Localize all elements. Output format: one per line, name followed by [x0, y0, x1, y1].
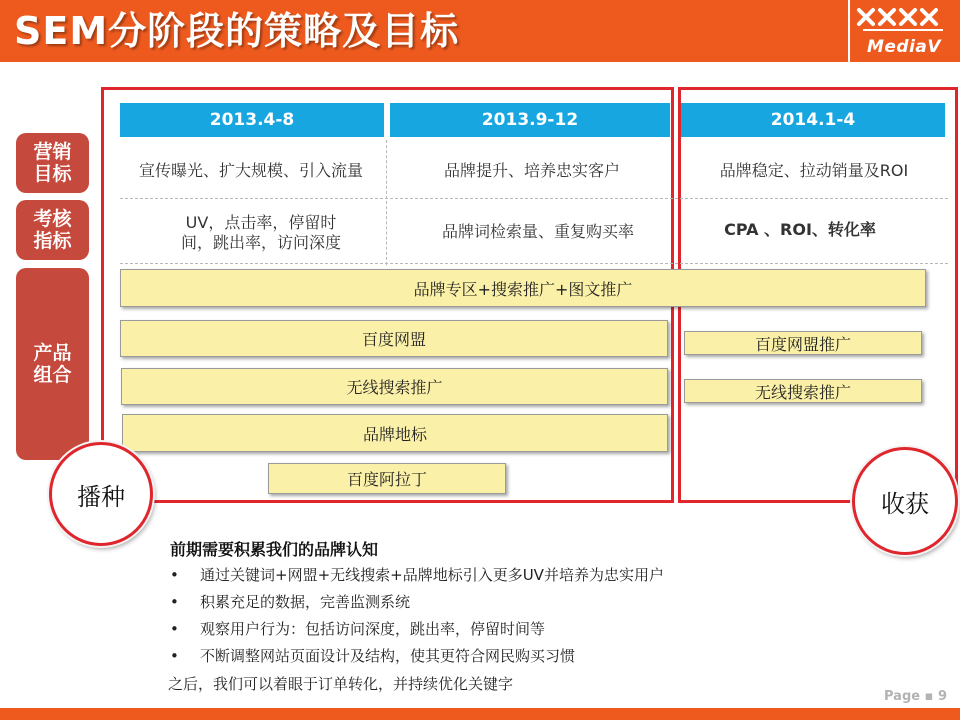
logo-text: MediaV [866, 37, 942, 57]
kpi-2014-1-4: CPA 、ROI、转化率 [724, 220, 876, 239]
page-title: SEM分阶段的策略及目标 [14, 9, 460, 53]
mediav-logo-icon [855, 6, 951, 36]
marketing-goal-2013-9-12: 品牌提升、培养忠实客户 [443, 161, 620, 180]
bullet: • [170, 593, 179, 611]
bullet: • [170, 647, 179, 665]
period-header-2013-9-12: 2013.9-12 [390, 103, 670, 137]
marketing-goal-2013-4-8: 宣传曝光、扩大规模、引入流量 [138, 161, 363, 180]
kpi-2013-4-8: UV，点击率，停留时 间，跳出率，访问深度 [180, 213, 341, 252]
page-number: Page ▪ 9 [884, 689, 947, 704]
product-bar-wireless-search: 无线搜索推广 [121, 368, 668, 405]
product-bar-wireless-search-2014: 无线搜索推广 [684, 379, 922, 403]
bullet: • [170, 620, 179, 638]
period-header-2014-1-4: 2014.1-4 [681, 103, 945, 137]
product-bar-brand-zone-search-image: 品牌专区+搜索推广+图文推广 [120, 269, 926, 307]
row-label-product-mix: 产品 组合 [16, 268, 89, 460]
notes-footer: 之后，我们可以着眼于订单转化，并持续优化关键字 [168, 675, 514, 693]
row-divider [120, 263, 948, 264]
note-item: • 积累充足的数据，完善监测系统 [170, 593, 411, 611]
notes-heading: 前期需要积累我们的品牌认知 [170, 540, 379, 559]
bullet: • [170, 566, 179, 584]
marketing-goal-2014-1-4: 品牌稳定、拉动销量及ROI [719, 161, 909, 180]
product-bar-baidu-union: 百度网盟 [120, 320, 668, 357]
note-item: • 观察用户行为：包括访问深度，跳出率，停留时间等 [170, 620, 546, 638]
kpi-2013-9-12: 品牌词检索量、重复购买率 [441, 222, 634, 241]
row-divider [120, 198, 948, 199]
note-item: • 通过关键词+网盟+无线搜索+品牌地标引入更多UV并培养为忠实用户 [170, 566, 664, 584]
row-label-marketing-goal: 营销 目标 [16, 133, 89, 193]
product-bar-baidu-aladdin: 百度阿拉丁 [268, 463, 506, 494]
period-header-2013-4-8: 2013.4-8 [120, 103, 384, 137]
note-item: • 不断调整网站页面设计及结构，使其更符合网民购买习惯 [170, 647, 576, 665]
circle-sow: 播种 [49, 442, 153, 546]
product-bar-baidu-union-promo: 百度网盟推广 [684, 331, 922, 355]
row-label-kpi: 考核 指标 [16, 200, 89, 260]
circle-harvest: 收获 [852, 447, 958, 555]
footer-bar [0, 708, 960, 720]
product-bar-brand-landmark: 品牌地标 [122, 414, 668, 452]
